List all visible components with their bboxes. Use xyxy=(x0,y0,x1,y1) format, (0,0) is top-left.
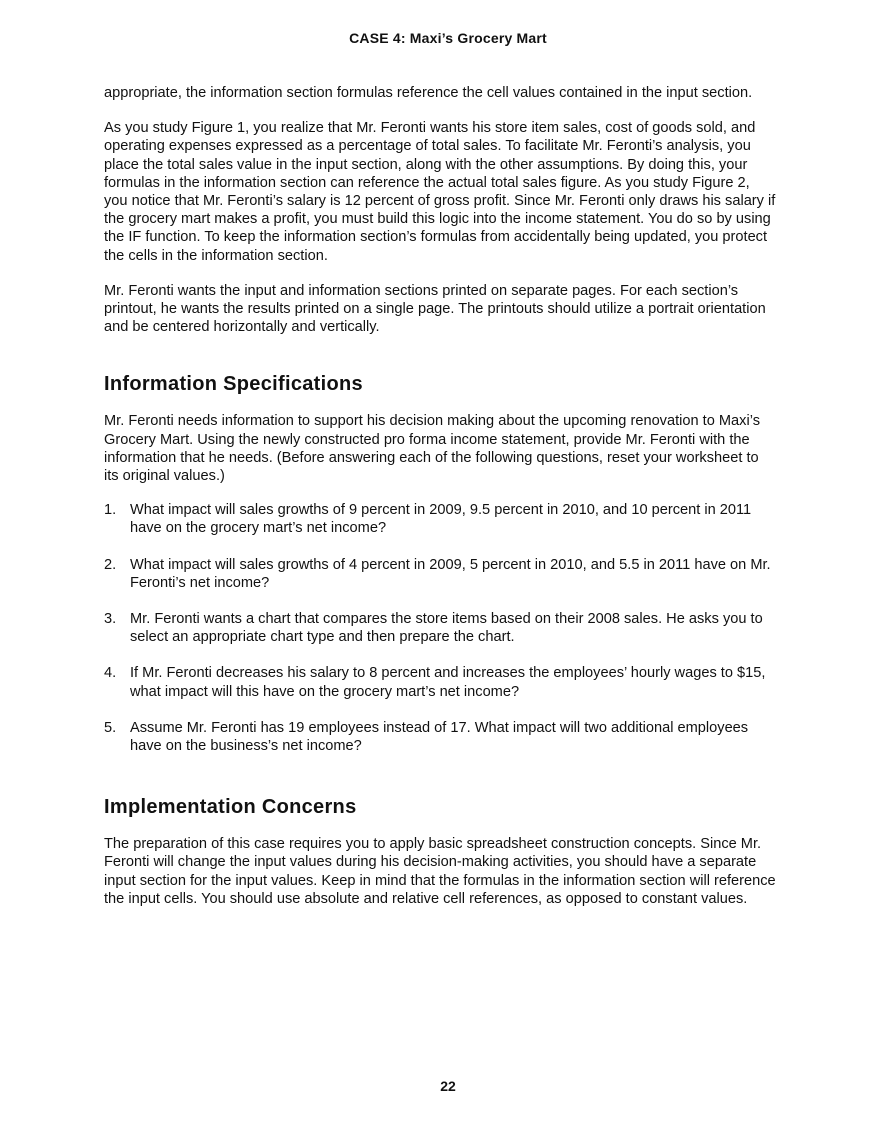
question-item xyxy=(104,556,776,592)
question-list xyxy=(104,501,776,755)
question-text: What impact will sales growths of 4 percent in 2009, 5 percent in 2010, and 5.5 in 2011 have on Mr. Feronti’s net income? xyxy=(130,556,771,591)
question-number: 3. xyxy=(104,611,117,628)
question-number: 4. xyxy=(104,665,117,682)
figures-paragraph: As you study Figure 1, you realize that Mr. Feronti wants his store item sales, cost of goods sold, and operating expenses expressed as a percentage of total sales. To facilitate Mr. Feronti’s analysis, you place the total sales value in the input section, along with the other assumptions. By doing this, your formulas in the information section can reference the actual total sales figure. As you study Figure 2, you notice that Mr. Feronti’s salary is 12 percent of gross profit. Since Mr. Feronti only draws his salary if the grocery mart makes a profit, you must build this logic into the income statement. You do so by using the IF function. To keep the information section’s formulas from accidentally being updated, you protect the cells in the information section. xyxy=(104,120,776,264)
question-number: 1. xyxy=(104,502,117,519)
page-number: 22 xyxy=(440,1078,456,1094)
implementation-concerns-paragraph: The preparation of this case requires you to apply basic spreadsheet construction concepts. Since Mr. Feronti will change the input values during his decision-making activities, you should have a separate input section for the input values. Keep in mind that the formulas in the information section will reference the input cells. You should use absolute and relative cell references, as opposed to constant values. xyxy=(104,836,776,907)
question-text: Assume Mr. Feronti has 19 employees instead of 17. What impact will two additional employees have on the business’s net income? xyxy=(130,719,749,755)
question-number: 5. xyxy=(104,719,117,736)
information-specifications-heading: Information Specifications xyxy=(104,373,363,396)
running-header: CASE 4: Maxi’s Grocery Mart xyxy=(349,30,547,46)
question-number: 2. xyxy=(104,556,117,573)
printing-paragraph: Mr. Feronti wants the input and information sections printed on separate pages. For each section’s printout, he wants the results printed on a single page. The printouts should utilize a portrait orientation and be centered horizontally and vertically. xyxy=(104,282,766,336)
question-item xyxy=(104,610,776,646)
question-text: Mr. Feronti wants a chart that compares the store items based on their 2008 sales. He asks you to select an appropriate chart type and then prepare the chart. xyxy=(130,611,763,646)
information-specifications-intro: Mr. Feronti needs information to support his decision making about the upcoming renovation to Maxi’s Grocery Mart. Using the newly constructed pro forma income statement, provide Mr. Feronti with the information that he needs. (Before answering each of the following questions, reset your worksheet to its original values.) xyxy=(104,413,760,485)
implementation-concerns-heading: Implementation Concerns xyxy=(104,796,357,819)
page-content xyxy=(104,84,776,908)
question-item xyxy=(104,664,776,700)
question-text: What impact will sales growths of 9 percent in 2009, 9.5 percent in 2010, and 10 percent in 2011 have on the grocery mart’s net income? xyxy=(130,502,752,537)
question-item xyxy=(104,719,776,755)
intro-paragraph: appropriate, the information section formulas reference the cell values contained in the input section. xyxy=(104,85,753,101)
question-item xyxy=(104,501,776,537)
question-text: If Mr. Feronti decreases his salary to 8 percent and increases the employees’ hourly wages to $15, what impact will this have on the grocery mart’s net income? xyxy=(130,665,766,700)
